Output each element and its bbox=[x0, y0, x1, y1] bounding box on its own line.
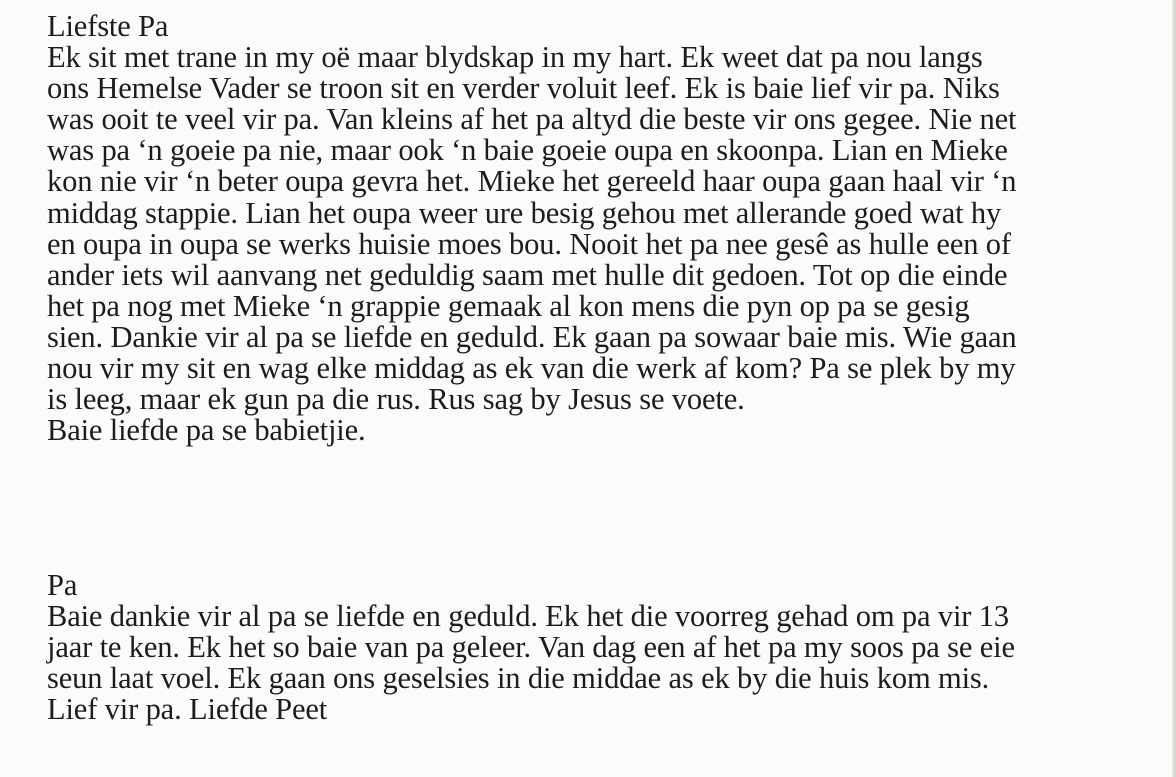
letter-body-line: was ooit te veel vir pa. Van kleins af het pa altyd die beste vir ons gegee. Nie net bbox=[47, 102, 1017, 137]
letter-body-line: middag stappie. Lian het oupa weer ure besig gehou met allerande goed wat hy bbox=[47, 195, 1002, 230]
letter-body-line: ander iets wil aanvang net geduldig saam met hulle dit gedoen. Tot op die einde bbox=[47, 257, 1008, 292]
letter-salutation: Pa bbox=[47, 568, 78, 602]
letter-body-line: en oupa in oupa se werks huisie moes bou. Nooit het pa nee gesê as hulle een of bbox=[47, 226, 1011, 261]
letter-signoff: Lief vir pa. Liefde Peet bbox=[47, 692, 328, 727]
letter-body-line: Baie dankie vir al pa se liefde en geduld. Ek het die voorreg gehad om pa vir 13 bbox=[47, 599, 1009, 634]
letter-body-line: is leeg, maar ek gun pa die rus. Rus sag by Jesus se voete. bbox=[47, 382, 745, 417]
letter-body-line: nou vir my sit en wag elke middag as ek van die werk af kom? Pa se plek by my bbox=[47, 351, 1016, 386]
scan-edge bbox=[1172, 0, 1176, 777]
letter-body-line: was pa ‘n goeie pa nie, maar ook ‘n baie goeie oupa en skoonpa. Lian en Mieke bbox=[47, 133, 1008, 168]
letter-body-line: seun laat voel. Ek gaan ons geselsies in die middae as ek by die huis kom mis. bbox=[47, 661, 990, 696]
letter-pa bbox=[47, 570, 1162, 725]
letter-body-line: kon nie vir ‘n beter oupa gevra het. Mieke het gereeld haar oupa gaan haal vir ‘n bbox=[47, 164, 1017, 199]
letter-liefste-pa bbox=[47, 11, 1162, 446]
letter-body-line: jaar te ken. Ek het so baie van pa geleer. Van dag een af het pa my soos pa se eie bbox=[47, 630, 1015, 665]
letter-body-line: sien. Dankie vir al pa se liefde en geduld. Ek gaan pa sowaar baie mis. Wie gaan bbox=[47, 319, 1017, 354]
letter-signoff: Baie liefde pa se babietjie. bbox=[47, 413, 366, 448]
letter-salutation: Liefste Pa bbox=[47, 9, 169, 43]
letter-body-line: het pa nog met Mieke ‘n grappie gemaak al kon mens die pyn op pa se gesig bbox=[47, 288, 970, 323]
letter-body-line: Ek sit met trane in my oë maar blydskap in my hart. Ek weet dat pa nou langs bbox=[47, 40, 983, 75]
letter-body-line: ons Hemelse Vader se troon sit en verder voluit leef. Ek is baie lief vir pa. Niks bbox=[47, 71, 1000, 106]
